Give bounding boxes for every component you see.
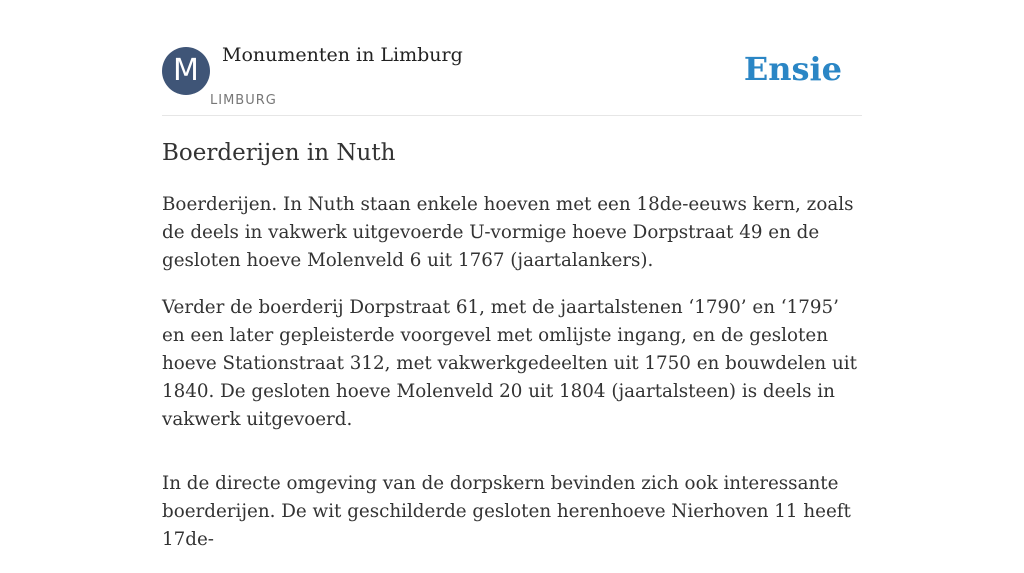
source-title-link[interactable]: Monumenten in Limburg <box>222 44 463 66</box>
article-header <box>162 0 862 116</box>
brand-logo[interactable]: Ensie <box>743 50 842 88</box>
article-body <box>162 191 862 573</box>
article-paragraph: In de directe omgeving van de dorpskern bevinden zich ook interessante boerderijen. De wit geschilderde gesloten herenhoeve Nierhoven 11 heeft 17de- <box>162 473 851 550</box>
source-avatar[interactable]: M <box>162 47 210 95</box>
article-paragraph: Boerderijen. In Nuth staan enkele hoeven met een 18de-eeuws kern, zoals de deels in vakwerk uitgevoerde U-vormige hoeve Dorpstraat 49 en de gesloten hoeve Molenveld 6 uit 1767 (jaartalankers). <box>162 194 854 271</box>
article-title: Boerderijen in Nuth <box>162 140 396 166</box>
source-category-link[interactable]: LIMBURG <box>210 93 277 108</box>
article-page <box>162 0 862 550</box>
article-paragraph: Verder de boerderij Dorpstraat 61, met de jaartalstenen ‘1790’ en ‘1795’ en een later gepleisterde voorgevel met omlijste ingang, en de gesloten hoeve Stationstraat 312, met vakwerkgedeelten uit 1750 en bouwdelen uit 1840. De gesloten hoeve Molenveld 20 uit 1804 (jaartalsteen) is deels in vakwerk uitgevoerd. <box>162 297 857 430</box>
